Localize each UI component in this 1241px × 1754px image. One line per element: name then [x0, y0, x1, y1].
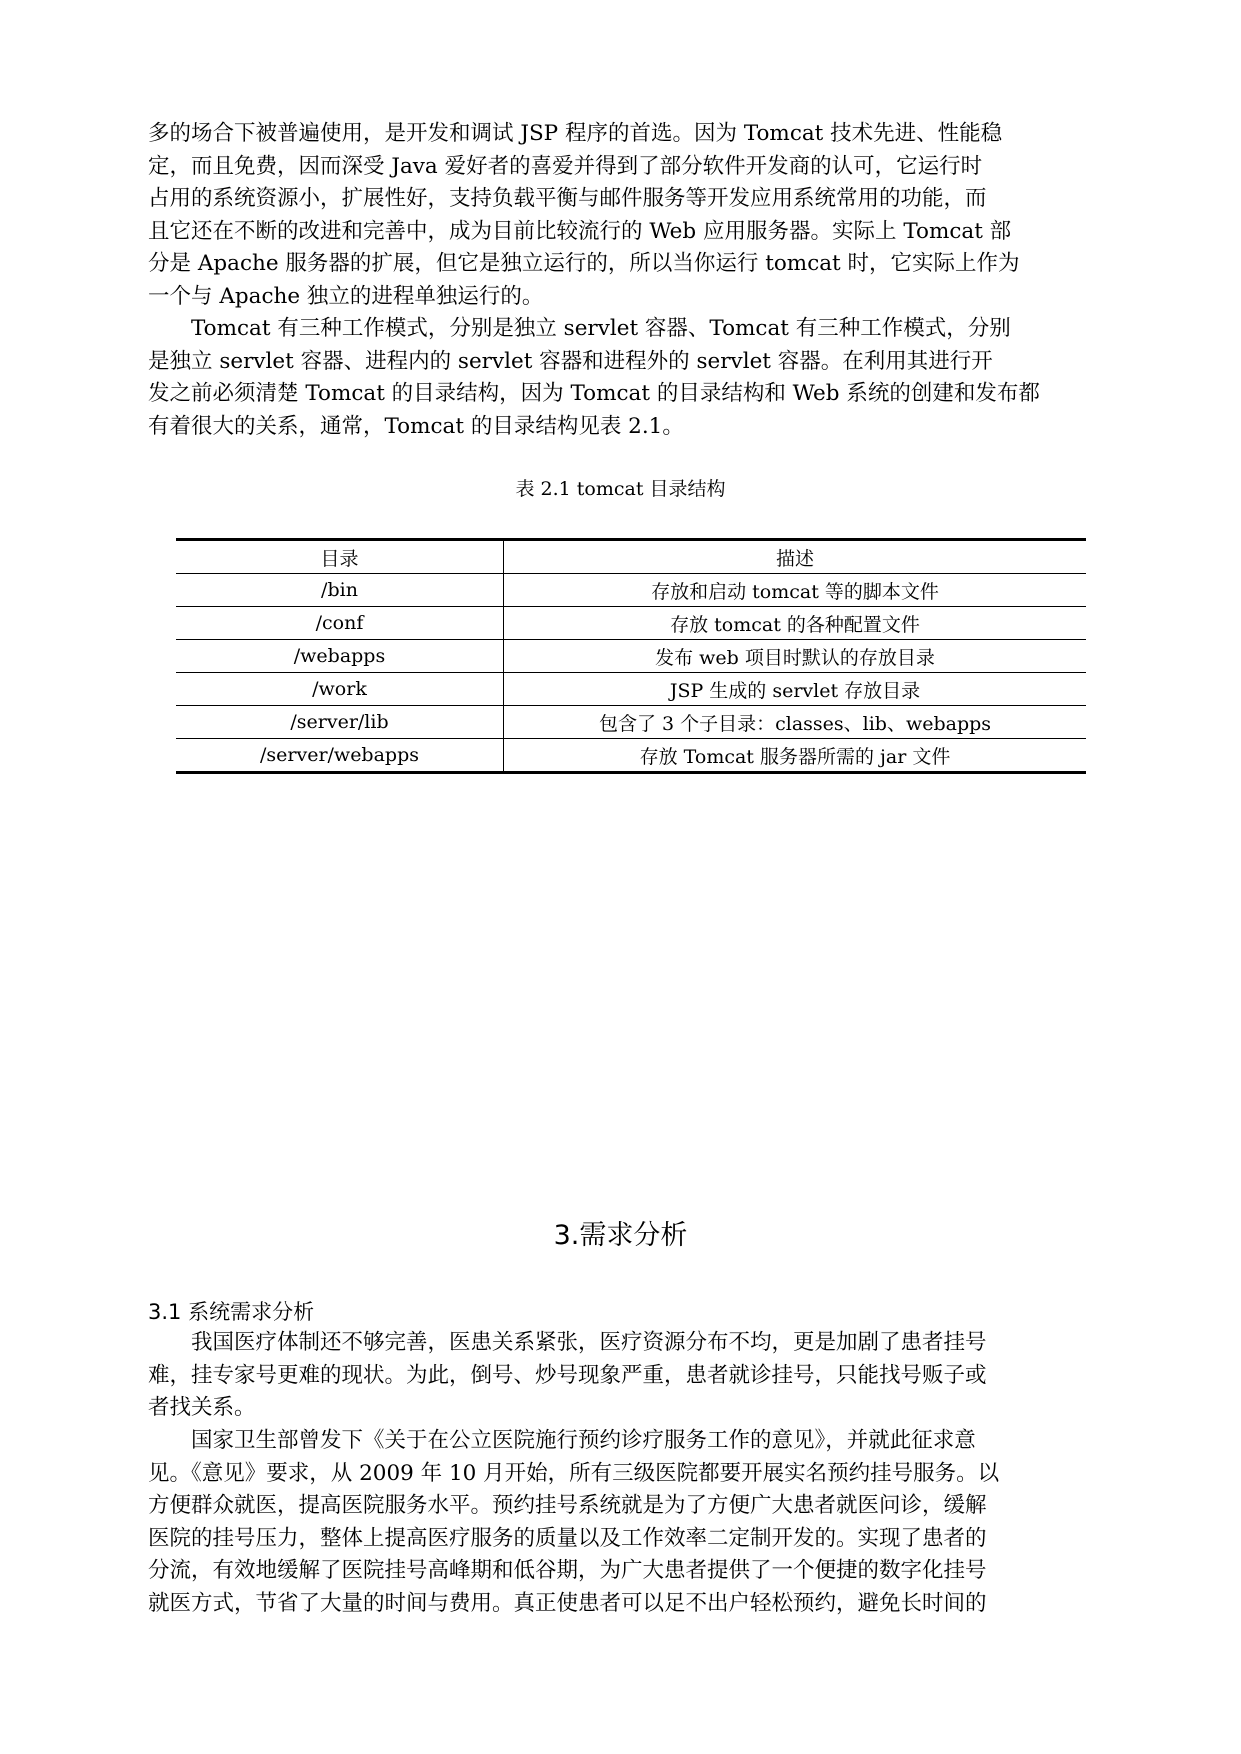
table-cell: JSP 生成的 servlet 存放目录 — [504, 673, 1087, 706]
table-cell: /bin — [176, 574, 504, 607]
tomcat-directory-table — [176, 538, 1086, 774]
table-row — [176, 673, 1086, 706]
table-row — [176, 706, 1086, 739]
text-line: 发之前必须清楚 Tomcat 的目录结构，因为 Tomcat 的目录结构和 Web 系统的创建和发布都 — [148, 381, 1040, 406]
tomcat-paragraph-2 — [148, 313, 1114, 443]
table-caption: 表 2.1 tomcat 目录结构 — [515, 478, 726, 500]
text-line: 就医方式，节省了大量的时间与费用。真正使患者可以足不出户轻松预约，避免长时间的 — [148, 1590, 987, 1616]
text-line: 我国医疗体制还不够完善，医患关系紧张，医疗资源分布不均，更是加剧了患者挂号 — [148, 1330, 987, 1355]
requirements-paragraph-1 — [148, 1327, 1114, 1425]
chapter-title: 3.需求分析 — [553, 1220, 688, 1251]
table-cell: /conf — [176, 607, 504, 640]
table-cell: /server/webapps — [176, 739, 504, 773]
table-row — [176, 739, 1086, 773]
table-cell: /work — [176, 673, 504, 706]
table-cell: 存放和启动 tomcat 等的脚本文件 — [504, 574, 1087, 607]
text-line: 分是 Apache 服务器的扩展，但它是独立运行的，所以当你运行 tomcat 时，它实际上作为 — [148, 251, 1020, 276]
text-line: 占用的系统资源小，扩展性好，支持负载平衡与邮件服务等开发应用系统常用的功能，而 — [148, 186, 987, 211]
text-line: 见。《意见》要求，从 2009 年 10 月开始，所有三级医院都要开展实名预约挂号服务。以 — [148, 1460, 1000, 1486]
column-header-directory: 目录 — [176, 540, 504, 574]
subsection-title: 3.1 系统需求分析 — [148, 1300, 315, 1324]
text-line: 者找关系。 — [148, 1395, 256, 1420]
text-line: 且它还在不断的改进和完善中，成为目前比较流行的 Web 应用服务器。实际上 Tomcat 部 — [148, 218, 1012, 244]
table-row — [176, 607, 1086, 640]
text-line: 多的场合下被普遍使用，是开发和调试 JSP 程序的首选。因为 Tomcat 技术先进、性能稳 — [148, 121, 1003, 146]
text-line: 医院的挂号压力，整体上提高医疗服务的质量以及工作效率二定制开发的。实现了患者的 — [148, 1525, 987, 1551]
table-cell: 发布 web 项目时默认的存放目录 — [504, 640, 1087, 673]
text-line: 有着很大的关系，通常，Tomcat 的目录结构见表 2.1。 — [148, 413, 684, 439]
table-row — [176, 640, 1086, 673]
text-line: 方便群众就医，提高医院服务水平。预约挂号系统就是为了方便广大患者就医问诊，缓解 — [148, 1493, 987, 1518]
table-cell: /server/lib — [176, 706, 504, 739]
table-cell: /webapps — [176, 640, 504, 673]
table-header-row — [176, 540, 1086, 574]
text-line: 是独立 servlet 容器、进程内的 servlet 容器和进程外的 servlet 容器。在利用其进行开 — [148, 348, 993, 374]
table-cell: 存放 tomcat 的各种配置文件 — [504, 607, 1087, 640]
text-line: 难，挂专家号更难的现状。为此，倒号、炒号现象严重，患者就诊挂号，只能找号贩子或 — [148, 1362, 987, 1388]
requirements-paragraph-2 — [148, 1425, 1114, 1620]
table-row — [176, 574, 1086, 607]
column-header-description: 描述 — [504, 540, 1087, 574]
text-line: 定，而且免费，因而深受 Java 爱好者的喜爱并得到了部分软件开发商的认可，它运行时 — [148, 153, 983, 179]
text-line: 国家卫生部曾发下《关于在公立医院施行预约诊疗服务工作的意见》，并就此征求意 — [148, 1428, 976, 1453]
table-cell: 包含了 3 个子目录：classes、lib、webapps — [504, 706, 1087, 739]
text-line: 分流，有效地缓解了医院挂号高峰期和低谷期，为广大患者提供了一个便捷的数字化挂号 — [148, 1558, 987, 1583]
table-cell: 存放 Tomcat 服务器所需的 jar 文件 — [504, 739, 1087, 773]
text-line: Tomcat 有三种工作模式，分别是独立 servlet 容器、Tomcat 有三种工作模式，分别 — [148, 316, 1011, 341]
text-line: 一个与 Apache 独立的进程单独运行的。 — [148, 283, 544, 309]
tomcat-paragraph-1 — [148, 118, 1114, 313]
